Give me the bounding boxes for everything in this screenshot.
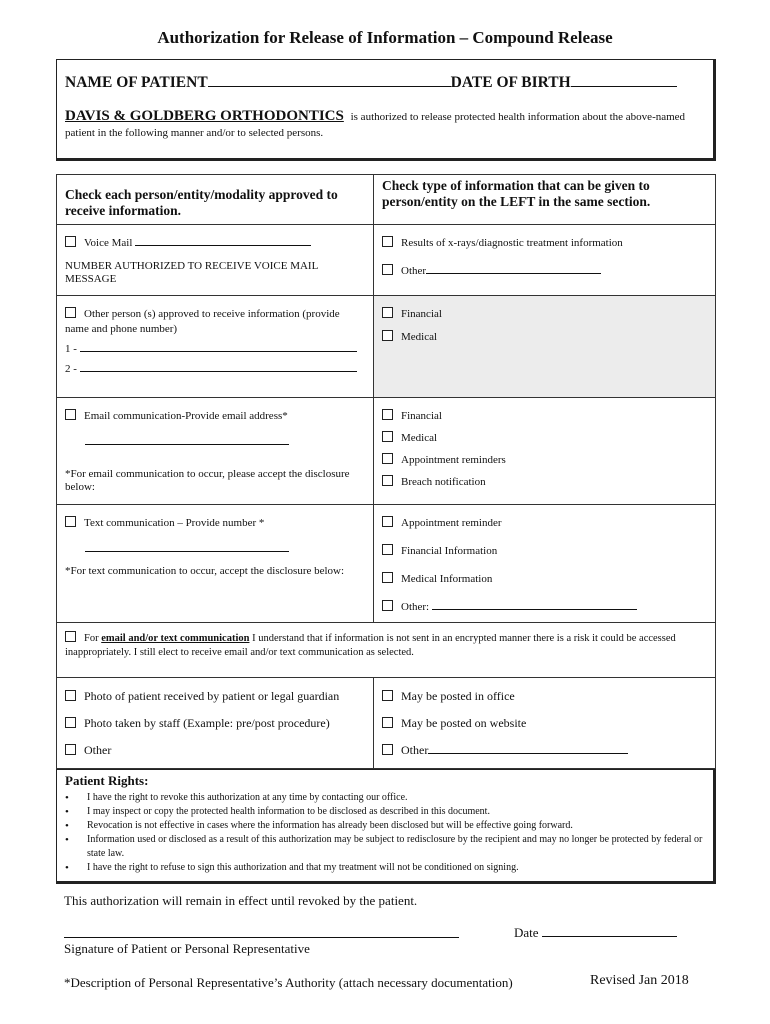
voicemail-other-row (382, 264, 707, 278)
photo-use-other-row (382, 743, 707, 758)
voicemail-cell (57, 225, 374, 296)
other-person-financial-checkbox[interactable] (382, 307, 393, 318)
voicemail-other-label: Other (401, 265, 427, 277)
email-appointment-label: Appointment reminders (401, 454, 506, 466)
patient-rights-heading: Patient Rights: (65, 773, 149, 788)
text-field-wrap (65, 542, 365, 555)
text-medical-label: Medical Information (401, 573, 493, 585)
posted-office-row (382, 689, 707, 704)
posted-office-checkbox[interactable] (382, 690, 393, 701)
patient-name-field[interactable] (208, 73, 451, 87)
photo-use-other-field[interactable] (428, 744, 628, 754)
text-financial-checkbox[interactable] (382, 544, 393, 555)
patient-rights-list (65, 791, 705, 875)
authorization-statement (65, 108, 705, 141)
email-checkbox[interactable] (65, 409, 76, 420)
release-table (56, 174, 716, 769)
authorization-text: is authorized to release protected health information about the above-named patient in the following manner and/or to selected persons. (65, 111, 686, 139)
text-cell (57, 505, 374, 623)
revision-date: Revised Jan 2018 (590, 973, 689, 988)
email-field-wrap (65, 435, 365, 448)
date-row (514, 925, 677, 941)
other-person-field-2[interactable] (80, 362, 357, 372)
voicemail-checkbox[interactable] (65, 236, 76, 247)
photo-staff-label: Photo taken by staff (Example: pre/post procedure) (84, 716, 330, 730)
representative-description: *Description of Personal Representative’s Authority (attach necessary documentation) (64, 975, 513, 990)
other-person-medical-checkbox[interactable] (382, 330, 393, 341)
right-header: Check type of information that can be given to person/entity on the LEFT in the same section. (382, 178, 651, 209)
disclosure-checkbox[interactable] (65, 631, 76, 642)
voicemail-other-checkbox[interactable] (382, 264, 393, 275)
photo-received-checkbox[interactable] (65, 690, 76, 701)
text-appointment-row (382, 516, 707, 530)
text-medical-checkbox[interactable] (382, 572, 393, 583)
disclosure-cell (57, 623, 716, 678)
xray-results-checkbox[interactable] (382, 236, 393, 247)
other-person-line-1 (65, 342, 365, 356)
date-field[interactable] (542, 925, 677, 937)
email-label: Email communication-Provide email address* (84, 410, 288, 422)
rights-item: • Information used or disclosed as a result of this authorization may be subject to redisclosure by the recipient and may no longer be protected by federal or state law. (65, 833, 705, 861)
voicemail-other-field[interactable] (426, 264, 601, 274)
email-row (65, 409, 365, 423)
email-breach-row (382, 475, 707, 489)
disclosure-text: I understand that if information is not sent in an encrypted manner there is a risk it could be accessed inappropriately. I still elect to receive email and/or text communication as selected. (65, 633, 676, 658)
photo-staff-checkbox[interactable] (65, 717, 76, 728)
photo-cell (57, 678, 374, 769)
email-breach-checkbox[interactable] (382, 475, 393, 486)
email-financial-row (382, 409, 707, 423)
posted-website-row (382, 716, 707, 731)
signature-field[interactable] (64, 937, 459, 938)
text-note: *For text communication to occur, accept the disclosure below: (65, 565, 345, 577)
other-person-field-1[interactable] (80, 342, 357, 352)
right-header-cell (374, 175, 716, 225)
xray-results-row (382, 236, 707, 250)
text-row (65, 516, 365, 530)
text-financial-row (382, 544, 707, 558)
other-person-line-2-label: 2 - (65, 363, 77, 375)
text-other-row (382, 600, 707, 614)
left-header: Check each person/entity/modality approved to receive information. (65, 187, 338, 218)
photo-use-cell (374, 678, 716, 769)
effect-statement: This authorization will remain in effect until revoked by the patient. (64, 893, 418, 908)
email-note: *For email communication to occur, please accept the disclosure below: (65, 468, 350, 493)
disclosure-row (65, 631, 707, 660)
email-info-cell (374, 398, 716, 505)
text-checkbox[interactable] (65, 516, 76, 527)
email-medical-row (382, 431, 707, 445)
text-medical-row (382, 572, 707, 586)
email-appointment-row (382, 453, 707, 467)
date-label: Date (514, 925, 539, 940)
posted-website-checkbox[interactable] (382, 717, 393, 728)
form-title: Authorization for Release of Information – Compound Release (157, 28, 613, 47)
dob-field[interactable] (571, 73, 677, 87)
other-person-info-cell (374, 296, 716, 398)
other-person-label: Other person (s) approved to receive information (provide name and phone number) (65, 308, 340, 335)
email-medical-label: Medical (401, 432, 438, 444)
email-financial-label: Financial (401, 410, 442, 422)
email-medical-checkbox[interactable] (382, 431, 393, 442)
disclosure-emphasis: email and/or text communication (101, 633, 250, 644)
xray-results-label: Results of x-rays/diagnostic treatment information (401, 237, 623, 249)
rights-item: • I have the right to revoke this authorization at any time by contacting our office. (65, 791, 705, 805)
rights-item: • Revocation is not effective in cases where the information has already been disclosed but will be effective going forward. (65, 819, 705, 833)
email-financial-checkbox[interactable] (382, 409, 393, 420)
voicemail-label: Voice Mail (84, 237, 133, 249)
posted-website-label: May be posted on website (401, 716, 527, 730)
voicemail-info-cell (374, 225, 716, 296)
other-person-row (65, 307, 365, 337)
text-label: Text communication – Provide number * (84, 517, 265, 529)
text-appointment-checkbox[interactable] (382, 516, 393, 527)
voicemail-note: NUMBER AUTHORIZED TO RECEIVE VOICE MAIL MESSAGE (65, 260, 318, 285)
other-person-medical-row (382, 330, 707, 344)
posted-office-label: May be posted in office (401, 689, 515, 703)
voicemail-field[interactable] (135, 236, 311, 246)
patient-rights-box (56, 769, 716, 884)
email-address-field[interactable] (85, 435, 289, 445)
left-header-cell (57, 175, 374, 225)
rights-item: • I may inspect or copy the protected health information to be disclosed as described in this document. (65, 805, 705, 819)
other-person-financial-row (382, 307, 707, 321)
photo-use-other-label: Other (401, 743, 429, 757)
practice-name: DAVIS & GOLDBERG ORTHODONTICS (65, 108, 344, 124)
text-other-label: Other: (401, 601, 430, 613)
patient-name-dob-line (65, 73, 677, 92)
other-person-medical-label: Medical (401, 331, 438, 343)
photo-use-other-checkbox[interactable] (382, 744, 393, 755)
dob-label: DATE OF BIRTH (450, 74, 571, 91)
disclosure-prefix: For (84, 633, 99, 644)
voicemail-row (65, 236, 365, 250)
text-other-checkbox[interactable] (382, 600, 393, 611)
text-number-field[interactable] (85, 542, 289, 552)
signature-label: Signature of Patient or Personal Representative (64, 941, 310, 956)
photo-staff-row (65, 716, 365, 731)
other-person-line-1-label: 1 - (65, 343, 77, 355)
other-person-checkbox[interactable] (65, 307, 76, 318)
other-person-financial-label: Financial (401, 308, 442, 320)
email-breach-label: Breach notification (401, 476, 486, 488)
text-other-field[interactable] (432, 600, 637, 610)
patient-name-label: NAME OF PATIENT (65, 74, 208, 91)
text-appointment-label: Appointment reminder (401, 517, 502, 529)
photo-other-label: Other (84, 743, 112, 757)
photo-other-row (65, 743, 365, 758)
photo-received-row (65, 689, 365, 704)
email-appointment-checkbox[interactable] (382, 453, 393, 464)
other-person-cell (57, 296, 374, 398)
email-cell (57, 398, 374, 505)
rights-item: • I have the right to refuse to sign this authorization and that my treatment will not be conditioned on signing. (65, 861, 705, 875)
other-person-line-2 (65, 362, 365, 376)
text-info-cell (374, 505, 716, 623)
photo-other-checkbox[interactable] (65, 744, 76, 755)
photo-received-label: Photo of patient received by patient or legal guardian (84, 689, 340, 703)
text-financial-label: Financial Information (401, 545, 498, 557)
patient-info-box (56, 59, 716, 161)
